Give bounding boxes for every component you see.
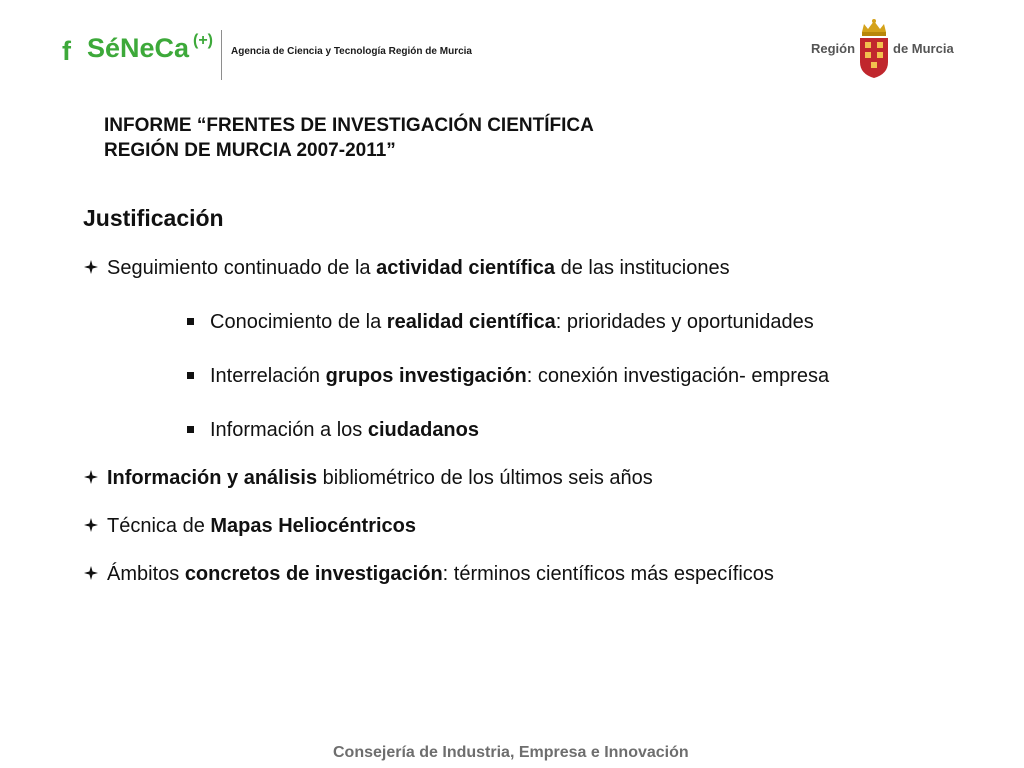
list-item xyxy=(187,419,479,442)
item-text: de las instituciones xyxy=(555,257,730,279)
list-item xyxy=(83,257,730,280)
list-item xyxy=(83,467,653,490)
seneca-logo-plus: (+) xyxy=(193,32,213,49)
page-title-line-2: REGIÓN DE MURCIA 2007-2011” xyxy=(104,140,396,161)
diamond-icon xyxy=(83,565,99,581)
region-logo-text-left: Región xyxy=(811,41,856,56)
item-text-bold: grupos investigación xyxy=(325,365,527,387)
region-shield-icon xyxy=(856,18,892,80)
page-title-line-1: INFORME “FRENTES DE INVESTIGACIÓN CIENTÍFICA xyxy=(104,115,594,136)
square-icon xyxy=(187,426,194,433)
item-text-bold: ciudadanos xyxy=(367,419,479,441)
item-text: : conexión investigación- empresa xyxy=(526,365,830,387)
seneca-logo-text: SéNeCa xyxy=(87,33,190,63)
seneca-logo-f: f xyxy=(62,36,71,66)
item-text: : términos científicos más específicos xyxy=(442,563,774,585)
logo-divider xyxy=(221,30,222,80)
item-text: Ámbitos xyxy=(107,563,185,585)
item-text-bold: realidad científica xyxy=(386,311,556,333)
item-text-bold: Información y análisis xyxy=(107,467,318,489)
diamond-icon xyxy=(83,517,99,533)
item-text: Interrelación xyxy=(210,365,326,387)
page-title xyxy=(104,113,594,163)
diamond-icon xyxy=(83,259,99,275)
item-text-bold: actividad científica xyxy=(376,257,556,279)
item-text-bold: Mapas Heliocéntricos xyxy=(210,515,417,537)
region-logo-text-right: de Murcia xyxy=(893,41,954,56)
item-text: Técnica de xyxy=(107,515,211,537)
agency-name: Agencia de Ciencia y Tecnología Región de Murcia xyxy=(231,46,472,57)
item-text: bibliométrico de los últimos seis años xyxy=(317,467,653,489)
list-item xyxy=(83,563,774,586)
item-text: Conocimiento de la xyxy=(210,311,387,333)
section-heading: Justificación xyxy=(83,205,224,231)
footer-text: Consejería de Industria, Empresa e Innovación xyxy=(333,744,689,761)
item-text: Seguimiento continuado de la xyxy=(107,257,377,279)
list-item xyxy=(187,311,814,334)
item-text: Información a los xyxy=(210,419,368,441)
diamond-icon xyxy=(83,469,99,485)
list-item xyxy=(187,365,829,388)
item-text: : prioridades y oportunidades xyxy=(555,311,814,333)
square-icon xyxy=(187,372,194,379)
item-text-bold: concretos de investigación xyxy=(184,563,443,585)
list-item xyxy=(83,515,416,538)
square-icon xyxy=(187,318,194,325)
